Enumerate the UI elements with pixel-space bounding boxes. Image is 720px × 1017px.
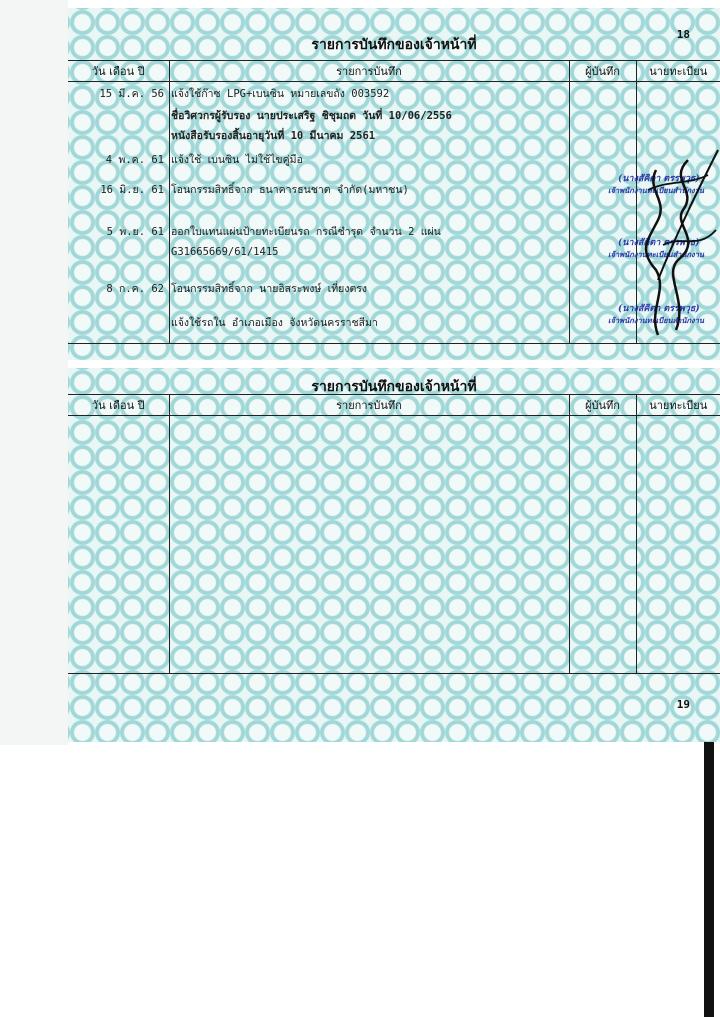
entry-date: 16 มิ.ย. 61: [100, 184, 164, 196]
entry-text: แจ้งใช้ก๊าซ LPG+เบนซิน หมายเลขถัง 003592: [171, 88, 390, 100]
stamp-role: เจ้าพนักงานทะเบียนสำนักงาน: [608, 250, 705, 259]
entry-text: ออกใบแทนแผ่นป้ายทะเบียนรถ กรณีชำรุด จำนวน 2 แผ่น: [171, 226, 441, 238]
page-title: รายการบันทึกของเจ้าหน้าที่: [311, 37, 477, 53]
entry-text: G31665669/61/1415: [171, 246, 279, 258]
stamp-name: (นางสัคิตา ตรรพวุธ): [618, 174, 700, 184]
entry-date: 15 มี.ค. 56: [99, 88, 164, 100]
col-header-entry: รายการบันทึก: [169, 395, 569, 416]
stamp-name: (นางสัคิตา ตรรพวุธ): [618, 304, 700, 314]
entry-text: โอนกรรมสิทธิ์จาก นายอิสระพงษ์ เที่ยงตรง: [171, 283, 368, 295]
scan-edge-shadow: [704, 742, 714, 1017]
ledger-table: [68, 394, 720, 674]
entry-date: 5 พ.ย. 61: [106, 226, 164, 238]
stamp-name: (นางสัคิตา ตรรพวุธ): [618, 238, 700, 248]
ledger-page-19: [68, 368, 720, 742]
stamp-role: เจ้าพนักงานทะเบียนสำนักงาน: [608, 186, 705, 195]
col-header-recorder: ผู้บันทึก: [569, 61, 636, 82]
entry-text: หนังสือรับรองสิ้นอายุวันที่ 10 มีนาคม 2561: [171, 130, 376, 142]
col-header-registrar: นายทะเบียน: [636, 395, 720, 416]
entry-date: 8 ก.ค. 62: [106, 283, 164, 295]
registrar-signature: [628, 130, 720, 350]
entry-text: ชื่อวิศวกรผู้รับรอง นายประเสริฐ ชิชุมถด วันที่ 10/06/2556: [171, 110, 452, 122]
entry-date: 4 พ.ค. 61: [105, 154, 164, 166]
entry-text: แจ้งใช้ เบนซิน ไม่ใช้ไขคู่มือ: [171, 154, 303, 166]
col-header-recorder: ผู้บันทึก: [569, 395, 636, 416]
col-header-entry: รายการบันทึก: [169, 61, 569, 82]
scan-margin: [0, 0, 68, 745]
ledger-page-18: [68, 8, 720, 360]
ledger-table: [68, 60, 720, 344]
col-header-date: วัน เดือน ปี: [68, 61, 169, 82]
entry-text: โอนกรรมสิทธิ์จาก ธนาคารธนชาต จำกัด(มหาชน): [171, 184, 409, 196]
page-number: 19: [676, 698, 690, 711]
col-header-registrar: นายทะเบียน: [636, 61, 720, 82]
col-header-date: วัน เดือน ปี: [68, 395, 169, 416]
page-title: รายการบันทึกของเจ้าหน้าที่: [311, 379, 477, 395]
stamp-role: เจ้าพนักงานทะเบียนสำนักงาน: [608, 316, 705, 325]
page-number: 18: [676, 28, 690, 41]
entry-text: แจ้งใช้รถใน อำเภอเมือง จังหวัดนครราชสีมา: [171, 317, 378, 329]
